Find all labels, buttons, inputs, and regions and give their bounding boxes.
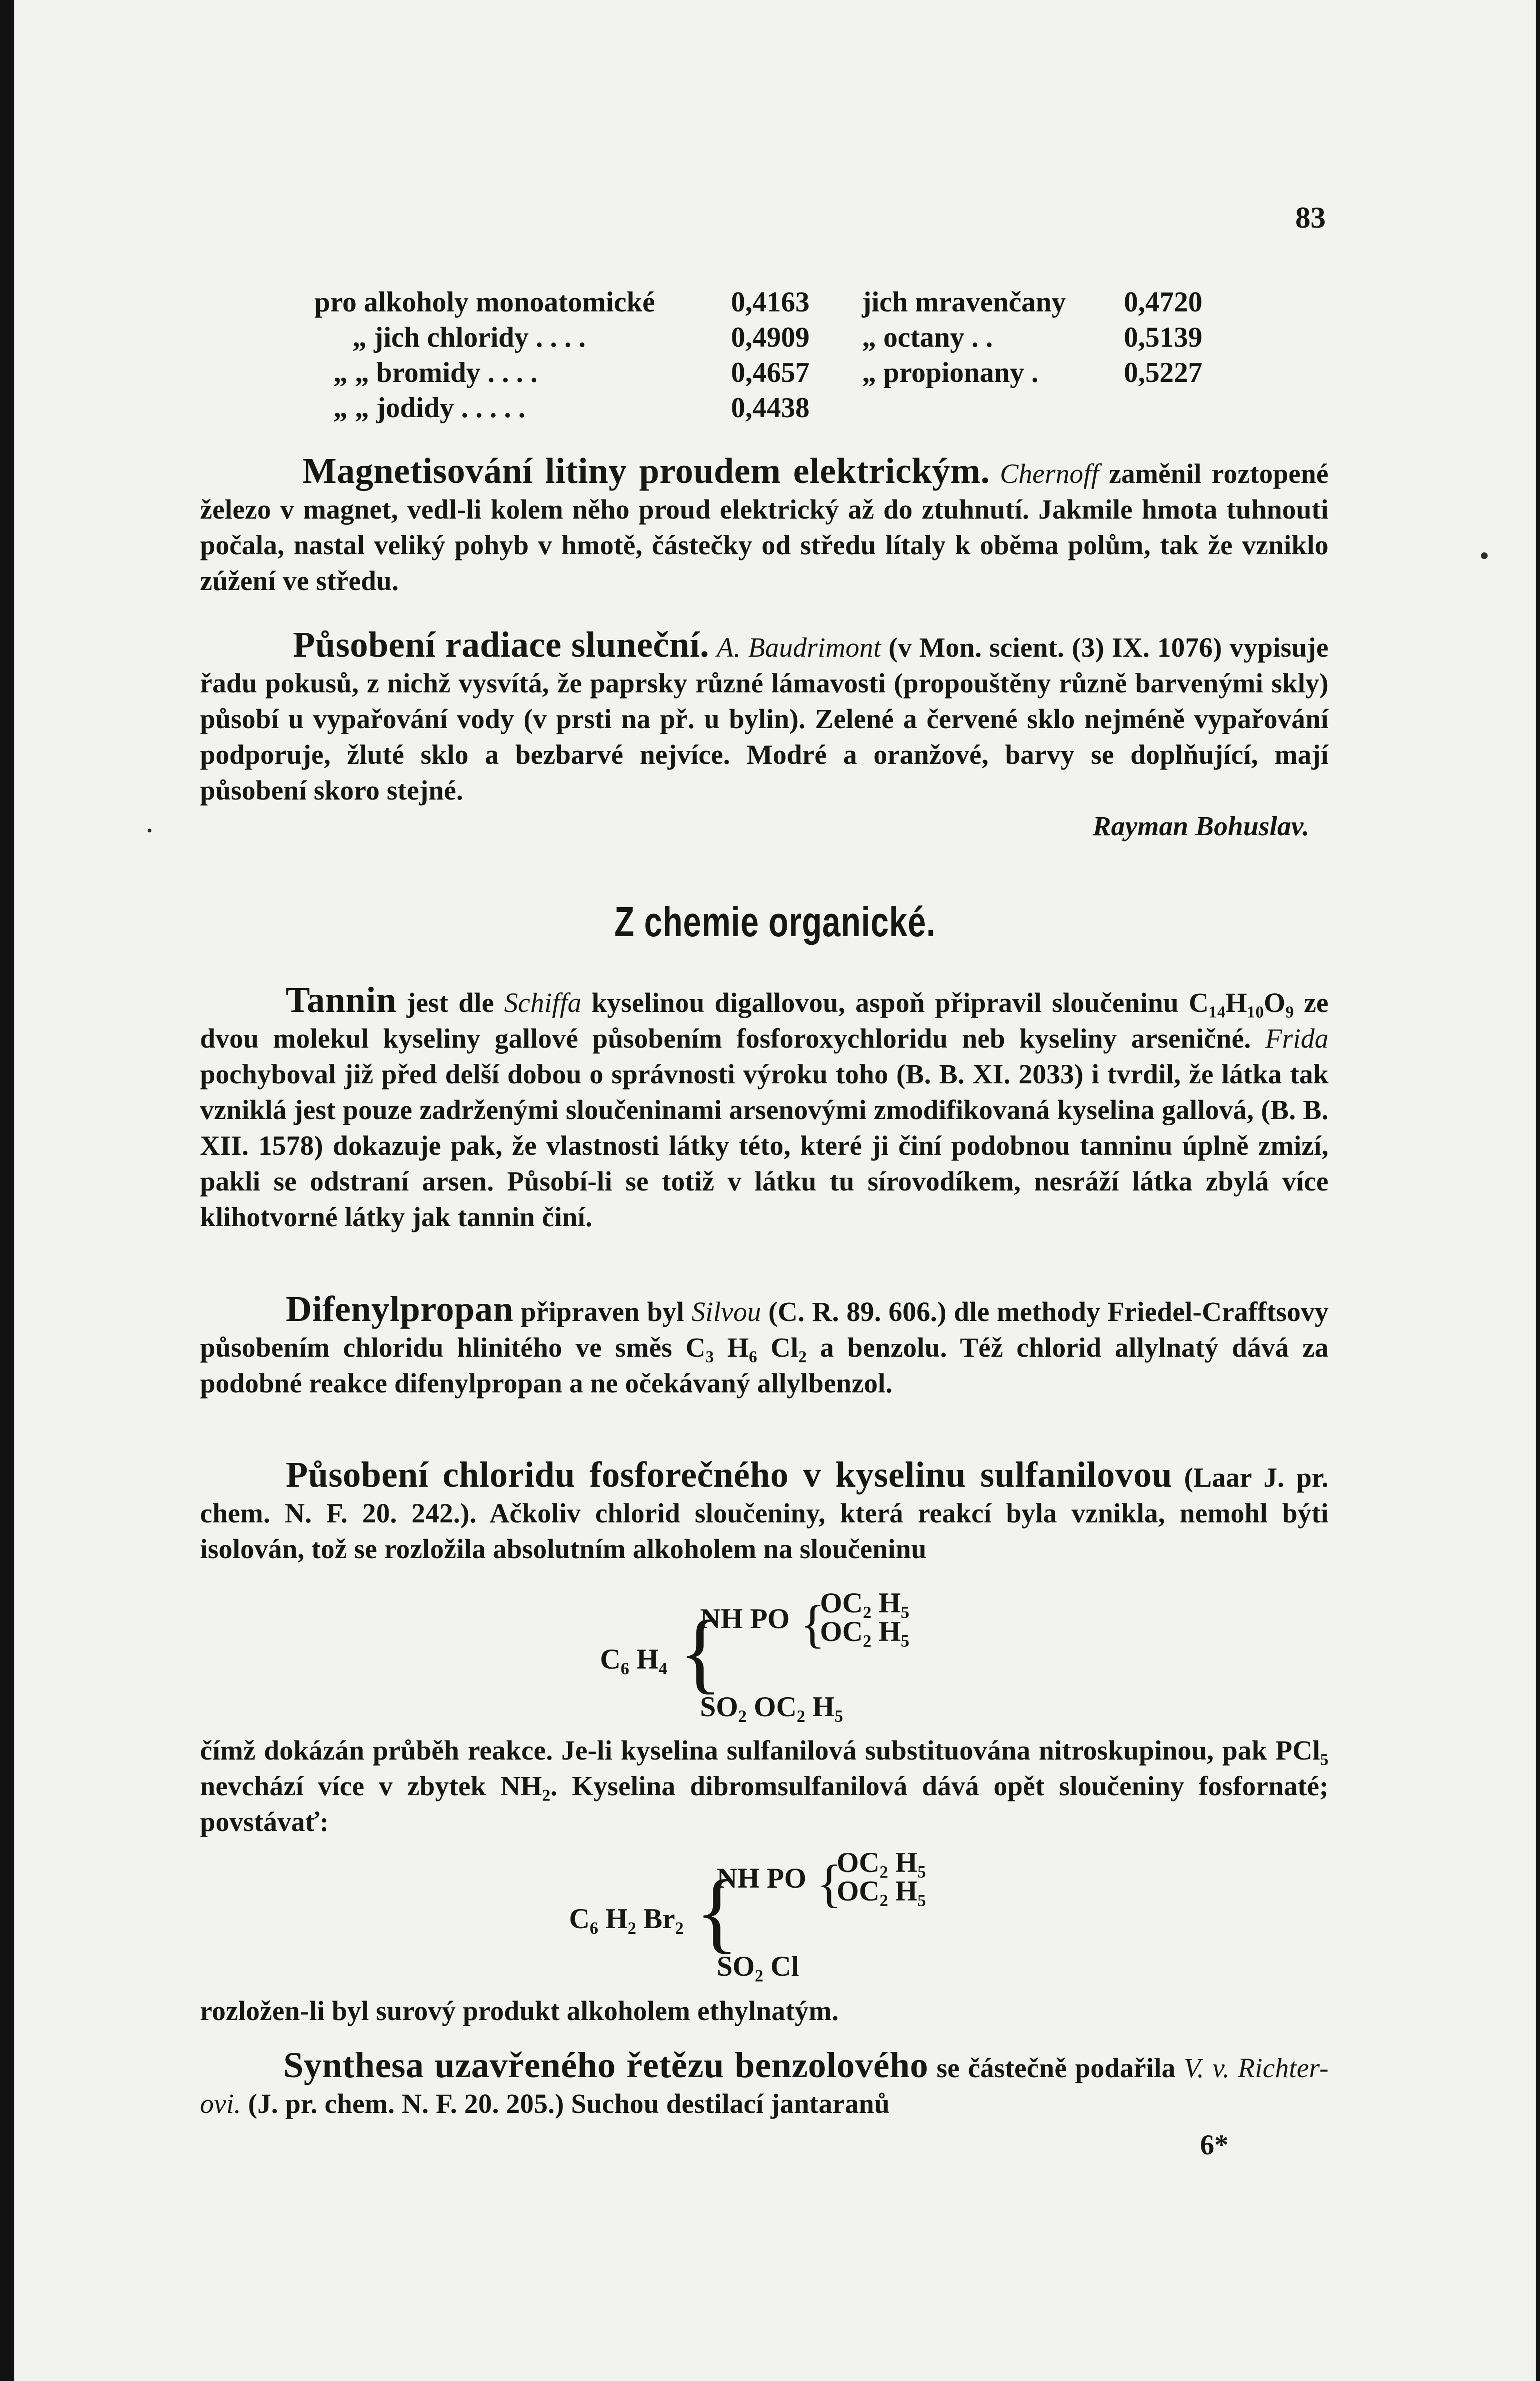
table-row [314, 320, 1229, 355]
table-value: 0,5139 [1124, 321, 1202, 353]
formula-group: OC₂ H₅ [820, 1616, 910, 1647]
table-value: 0,4720 [1124, 286, 1202, 318]
paragraph-text: se částečně podařila [936, 2052, 1176, 2083]
paragraph-heading: Působení chloridu fosforečného v kyselinu sulfanilovou [286, 1455, 1172, 1495]
table-value: 0,4163 [731, 286, 810, 318]
formula-group: OC₂ H₅ [837, 1875, 926, 1907]
paragraph-heading: Synthesa uzavřeného řetězu benzolového [283, 2045, 929, 2085]
table-value: 0,5227 [1124, 357, 1202, 388]
table-label: „ octany . . [862, 321, 993, 353]
formula-group: OC₂ H₅ [820, 1587, 910, 1619]
formula-left: C₆ H₂ Br₂ [569, 1903, 684, 1934]
formula-top: NH PO [700, 1603, 790, 1634]
paragraph-heading: Magnetisování litiny proudem elektrickým. [302, 451, 990, 491]
paragraph-heading: Tannin [286, 980, 397, 1020]
formula-top: NH PO [717, 1862, 807, 1894]
paragraph-radiace [200, 627, 1329, 844]
paragraph-heading: Difenylpropan [286, 1289, 514, 1329]
table-row [314, 390, 1229, 425]
paragraph-text: čímž dokázán průběh reakce. Je-li kyselina sulfanilová substituována nitroskupinou, pak PCl₅ nevchází více v zbytek NH₂. Kyselina dibromsulfanilová dává opět sloučeniny fosfornaté; povstávať: [200, 1735, 1329, 1837]
paragraph-text: jest dle [406, 987, 494, 1018]
paragraph-magnetisovani [200, 453, 1329, 599]
brace-symbol: { [679, 1602, 722, 1702]
paragraph-text: kyselinou digallovou, aspoň připravil sloučeninu C₁₄H₁₀O₉ ze dvou molekul kyseliny gallové působením fosforoxychloridu neb kyseliny arseničné. [200, 987, 1329, 1054]
paragraph-text: (v Mon. scient. (3) IX. 1076) vypisuje řadu pokusů, z nichž vysvítá, že paprsky různé lámavosti (propouštěny různě barvenými skly) působí u vypařování vody (v prsti na př. u bylin). Zelené a červené sklo nejméně vypařování podporuje, žluté sklo a bezbarvé nejvíce. Modré a oranžové, barvy se doplňující, mají působení skoro stejné. [200, 632, 1329, 806]
section-title: Z chemie organické. [614, 898, 936, 945]
paragraph-tannin [200, 982, 1329, 1235]
table-label: „ „ jodidy . . . . . [333, 392, 526, 423]
brace-symbol: { [817, 1854, 842, 1912]
brace-symbol: { [695, 1862, 739, 1962]
table-value: 0,4909 [731, 321, 810, 353]
paragraph-ethyl [200, 1993, 1329, 2029]
formula-bottom: SO₂ OC₂ H₅ [700, 1691, 843, 1722]
formula-group: OC₂ H₅ [837, 1847, 926, 1878]
paragraph-heading: Působení radiace sluneční. [293, 625, 710, 665]
scan-speck [148, 829, 151, 832]
chemical-formula-2 [569, 1847, 998, 1982]
table-label: „ „ bromidy . . . . [333, 357, 538, 388]
paragraph-synthesa [200, 2045, 1329, 2121]
ratio-table [314, 284, 1229, 425]
table-label: „ jich chloridy . . . . [352, 321, 586, 353]
formula-left: C₆ H₄ [600, 1643, 667, 1675]
paragraph-difenylpropan [200, 1291, 1329, 1401]
table-value: 0,4657 [731, 357, 810, 388]
chemical-formula-1 [600, 1587, 981, 1724]
book-page [14, 0, 1536, 2381]
author-name: Silvou [691, 1296, 761, 1327]
signature: Rayman Bohuslav. [1092, 810, 1310, 841]
paragraph-reakce [200, 1732, 1329, 1840]
brace-symbol: { [800, 1595, 825, 1653]
signature-mark: 6* [1200, 2129, 1229, 2161]
author-name: Frida [1265, 1023, 1329, 1054]
table-row [314, 284, 1229, 320]
table-label: „ propionany . [862, 357, 1039, 388]
scan-speck [1481, 552, 1488, 559]
author-name: Chernoff [1000, 458, 1099, 489]
table-label: jich mravenčany [862, 286, 1066, 318]
page-number: 83 [1295, 200, 1326, 234]
formula-bottom: SO₂ Cl [717, 1951, 800, 1982]
paragraph-text: zaměnil roztopené železo v magnet, vedl-li kolem něho proud elektrický až do ztuhnutí. Jakmile hmota tuhnouti počala, nastal veliký pohyb v hmotě, částečky od středu lítaly k oběma polům, tak že vzniklo zúžení ve středu. [200, 458, 1329, 596]
author-name: V. v. Richter-ovi. [200, 2052, 1329, 2119]
table-label: pro alkoholy monoatomické [314, 286, 655, 318]
table-row [314, 355, 1229, 390]
table-value: 0,4438 [731, 392, 810, 423]
paragraph-text: rozložen-li byl surový produkt alkoholem ethylnatým. [200, 1995, 839, 2026]
paragraph-text: (C. R. 89. 606.) dle methody Friedel-Crafftsovy působením chloridu hlinitého ve směs C₃ H₆ Cl₂ a benzolu. Též chlorid allylnatý dává za podobné reakce difenylpropan a ne očekávaný allylbenzol. [200, 1296, 1329, 1399]
paragraph-text: připraven byl [520, 1296, 684, 1327]
paragraph-text: (J. pr. chem. N. F. 20. 205.) Suchou destilací jantaranů [248, 2088, 890, 2119]
author-name: Schiffa [504, 987, 582, 1018]
paragraph-sulfanilova [200, 1457, 1329, 1567]
author-name: A. Baudrimont [717, 632, 881, 663]
paragraph-text: pochyboval již před delší dobou o správnosti výroku toho (B. B. XI. 2033) i tvrdil, že látka tak vzniklá jest pouze zadrženými sloučeninami arsenovými zmodifikovaná kyselina gallová, (B. B. XII. 1578) dokazuje pak, že vlastnosti látky této, které ji činí podobnou tanninu úplně zmizí, pakli se odstraní arsen. Působí-li se totiž v látku tu sírovodíkem, nesráží látka zbylá více klihotvorné látky jak tannin činí. [200, 1059, 1329, 1232]
paragraph-text: (Laar J. pr. chem. N. F. 20. 242.). Ačkoliv chlorid sloučeniny, která reakcí byla vznikla, nemohl býti isolován, tož se rozložila absolutním alkoholem na sloučeninu [200, 1462, 1329, 1564]
